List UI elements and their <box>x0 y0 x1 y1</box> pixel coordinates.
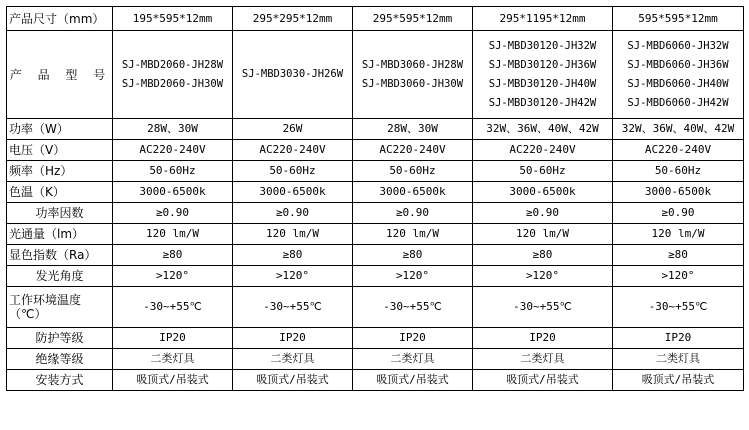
value-cell: ≥0.90 <box>233 203 353 224</box>
model-number: SJ-MBD6060-JH42W <box>627 96 729 109</box>
model-cell <box>473 31 613 119</box>
value-cell: ≥0.90 <box>353 203 473 224</box>
row-label: 显色指数（Ra） <box>7 245 113 266</box>
row-label: 安装方式 <box>7 370 113 391</box>
row-label: 发光角度 <box>7 266 113 287</box>
value-cell: 120 lm/W <box>233 224 353 245</box>
value-cell: 吸顶式/吊装式 <box>473 370 613 391</box>
row-label: 电压（V） <box>7 140 113 161</box>
spec-row-power-factor <box>7 203 744 224</box>
value-cell: 二类灯具 <box>353 349 473 370</box>
row-label: 光通量（lm） <box>7 224 113 245</box>
row-label: 功率（W） <box>7 119 113 140</box>
value-cell: ≥0.90 <box>613 203 744 224</box>
size-label: 产品尺寸（mm） <box>7 7 113 31</box>
value-cell: 120 lm/W <box>473 224 613 245</box>
value-cell: >120° <box>353 266 473 287</box>
value-cell: 吸顶式/吊装式 <box>353 370 473 391</box>
model-label: 产 品 型 号 <box>7 31 113 119</box>
model-number: SJ-MBD2060-JH30W <box>121 77 224 90</box>
value-cell: IP20 <box>473 328 613 349</box>
value-cell: 32W、36W、40W、42W <box>473 119 613 140</box>
value-cell: -30~+55℃ <box>353 287 473 328</box>
size-cell: 595*595*12mm <box>613 7 744 31</box>
value-cell: 120 lm/W <box>113 224 233 245</box>
value-cell: AC220-240V <box>113 140 233 161</box>
model-cell <box>233 31 353 119</box>
value-cell: 28W、30W <box>113 119 233 140</box>
value-cell: 3000-6500k <box>113 182 233 203</box>
value-cell: 28W、30W <box>353 119 473 140</box>
row-label: 防护等级 <box>7 328 113 349</box>
value-cell: AC220-240V <box>233 140 353 161</box>
value-cell: ≥0.90 <box>113 203 233 224</box>
row-label: 工作环境温度（℃） <box>7 287 113 328</box>
value-cell: -30~+55℃ <box>233 287 353 328</box>
value-cell: 二类灯具 <box>473 349 613 370</box>
header-row <box>7 7 744 31</box>
row-label: 色温（K） <box>7 182 113 203</box>
value-cell: 吸顶式/吊装式 <box>233 370 353 391</box>
model-row <box>7 31 744 119</box>
value-cell: -30~+55℃ <box>473 287 613 328</box>
value-cell: 120 lm/W <box>353 224 473 245</box>
value-cell: AC220-240V <box>353 140 473 161</box>
value-cell: ≥0.90 <box>473 203 613 224</box>
spec-row-frequency <box>7 161 744 182</box>
model-number: SJ-MBD6060-JH36W <box>627 58 729 71</box>
spec-row-color-temp <box>7 182 744 203</box>
value-cell: AC220-240V <box>473 140 613 161</box>
model-cell <box>613 31 744 119</box>
value-cell: ≥80 <box>113 245 233 266</box>
value-cell: 26W <box>233 119 353 140</box>
value-cell: 50-60Hz <box>233 161 353 182</box>
model-number: SJ-MBD30120-JH42W <box>488 96 597 109</box>
value-cell: 吸顶式/吊装式 <box>613 370 744 391</box>
spec-row-operating-temp <box>7 287 744 328</box>
value-cell: 二类灯具 <box>613 349 744 370</box>
model-cell <box>353 31 473 119</box>
model-cell <box>113 31 233 119</box>
value-cell: 3000-6500k <box>473 182 613 203</box>
spec-row-voltage <box>7 140 744 161</box>
value-cell: 120 lm/W <box>613 224 744 245</box>
spec-row-power <box>7 119 744 140</box>
size-cell: 295*595*12mm <box>353 7 473 31</box>
size-cell: 295*295*12mm <box>233 7 353 31</box>
model-number: SJ-MBD3030-JH26W <box>241 68 344 80</box>
value-cell: AC220-240V <box>613 140 744 161</box>
model-number: SJ-MBD30120-JH32W <box>488 39 597 52</box>
value-cell: -30~+55℃ <box>613 287 744 328</box>
value-cell: 50-60Hz <box>613 161 744 182</box>
model-number: SJ-MBD3060-JH28W <box>361 58 464 71</box>
row-label: 功率因数 <box>7 203 113 224</box>
value-cell: 二类灯具 <box>113 349 233 370</box>
value-cell: 吸顶式/吊装式 <box>113 370 233 391</box>
value-cell: 3000-6500k <box>233 182 353 203</box>
model-number: SJ-MBD6060-JH32W <box>627 39 729 52</box>
value-cell: IP20 <box>113 328 233 349</box>
spec-row-beam-angle <box>7 266 744 287</box>
row-label: 绝缘等级 <box>7 349 113 370</box>
value-cell: 50-60Hz <box>473 161 613 182</box>
model-number: SJ-MBD30120-JH40W <box>488 77 597 90</box>
spec-row-insulation-class <box>7 349 744 370</box>
spec-row-mounting <box>7 370 744 391</box>
value-cell: ≥80 <box>353 245 473 266</box>
value-cell: ≥80 <box>233 245 353 266</box>
model-number: SJ-MBD30120-JH36W <box>488 58 597 71</box>
spec-row-cri <box>7 245 744 266</box>
value-cell: -30~+55℃ <box>113 287 233 328</box>
value-cell: 3000-6500k <box>353 182 473 203</box>
model-number: SJ-MBD2060-JH28W <box>121 58 224 71</box>
spec-row-luminous-flux <box>7 224 744 245</box>
model-number: SJ-MBD3060-JH30W <box>361 77 464 90</box>
value-cell: 50-60Hz <box>353 161 473 182</box>
value-cell: IP20 <box>233 328 353 349</box>
value-cell: ≥80 <box>473 245 613 266</box>
size-cell: 195*595*12mm <box>113 7 233 31</box>
spec-table <box>6 6 744 391</box>
value-cell: >120° <box>613 266 744 287</box>
spec-row-ip-rating <box>7 328 744 349</box>
value-cell: 32W、36W、40W、42W <box>613 119 744 140</box>
value-cell: >120° <box>113 266 233 287</box>
row-label: 频率（Hz） <box>7 161 113 182</box>
value-cell: IP20 <box>613 328 744 349</box>
size-cell: 295*1195*12mm <box>473 7 613 31</box>
value-cell: >120° <box>233 266 353 287</box>
model-number: SJ-MBD6060-JH40W <box>627 77 729 90</box>
value-cell: IP20 <box>353 328 473 349</box>
value-cell: 50-60Hz <box>113 161 233 182</box>
value-cell: >120° <box>473 266 613 287</box>
value-cell: 二类灯具 <box>233 349 353 370</box>
value-cell: ≥80 <box>613 245 744 266</box>
value-cell: 3000-6500k <box>613 182 744 203</box>
